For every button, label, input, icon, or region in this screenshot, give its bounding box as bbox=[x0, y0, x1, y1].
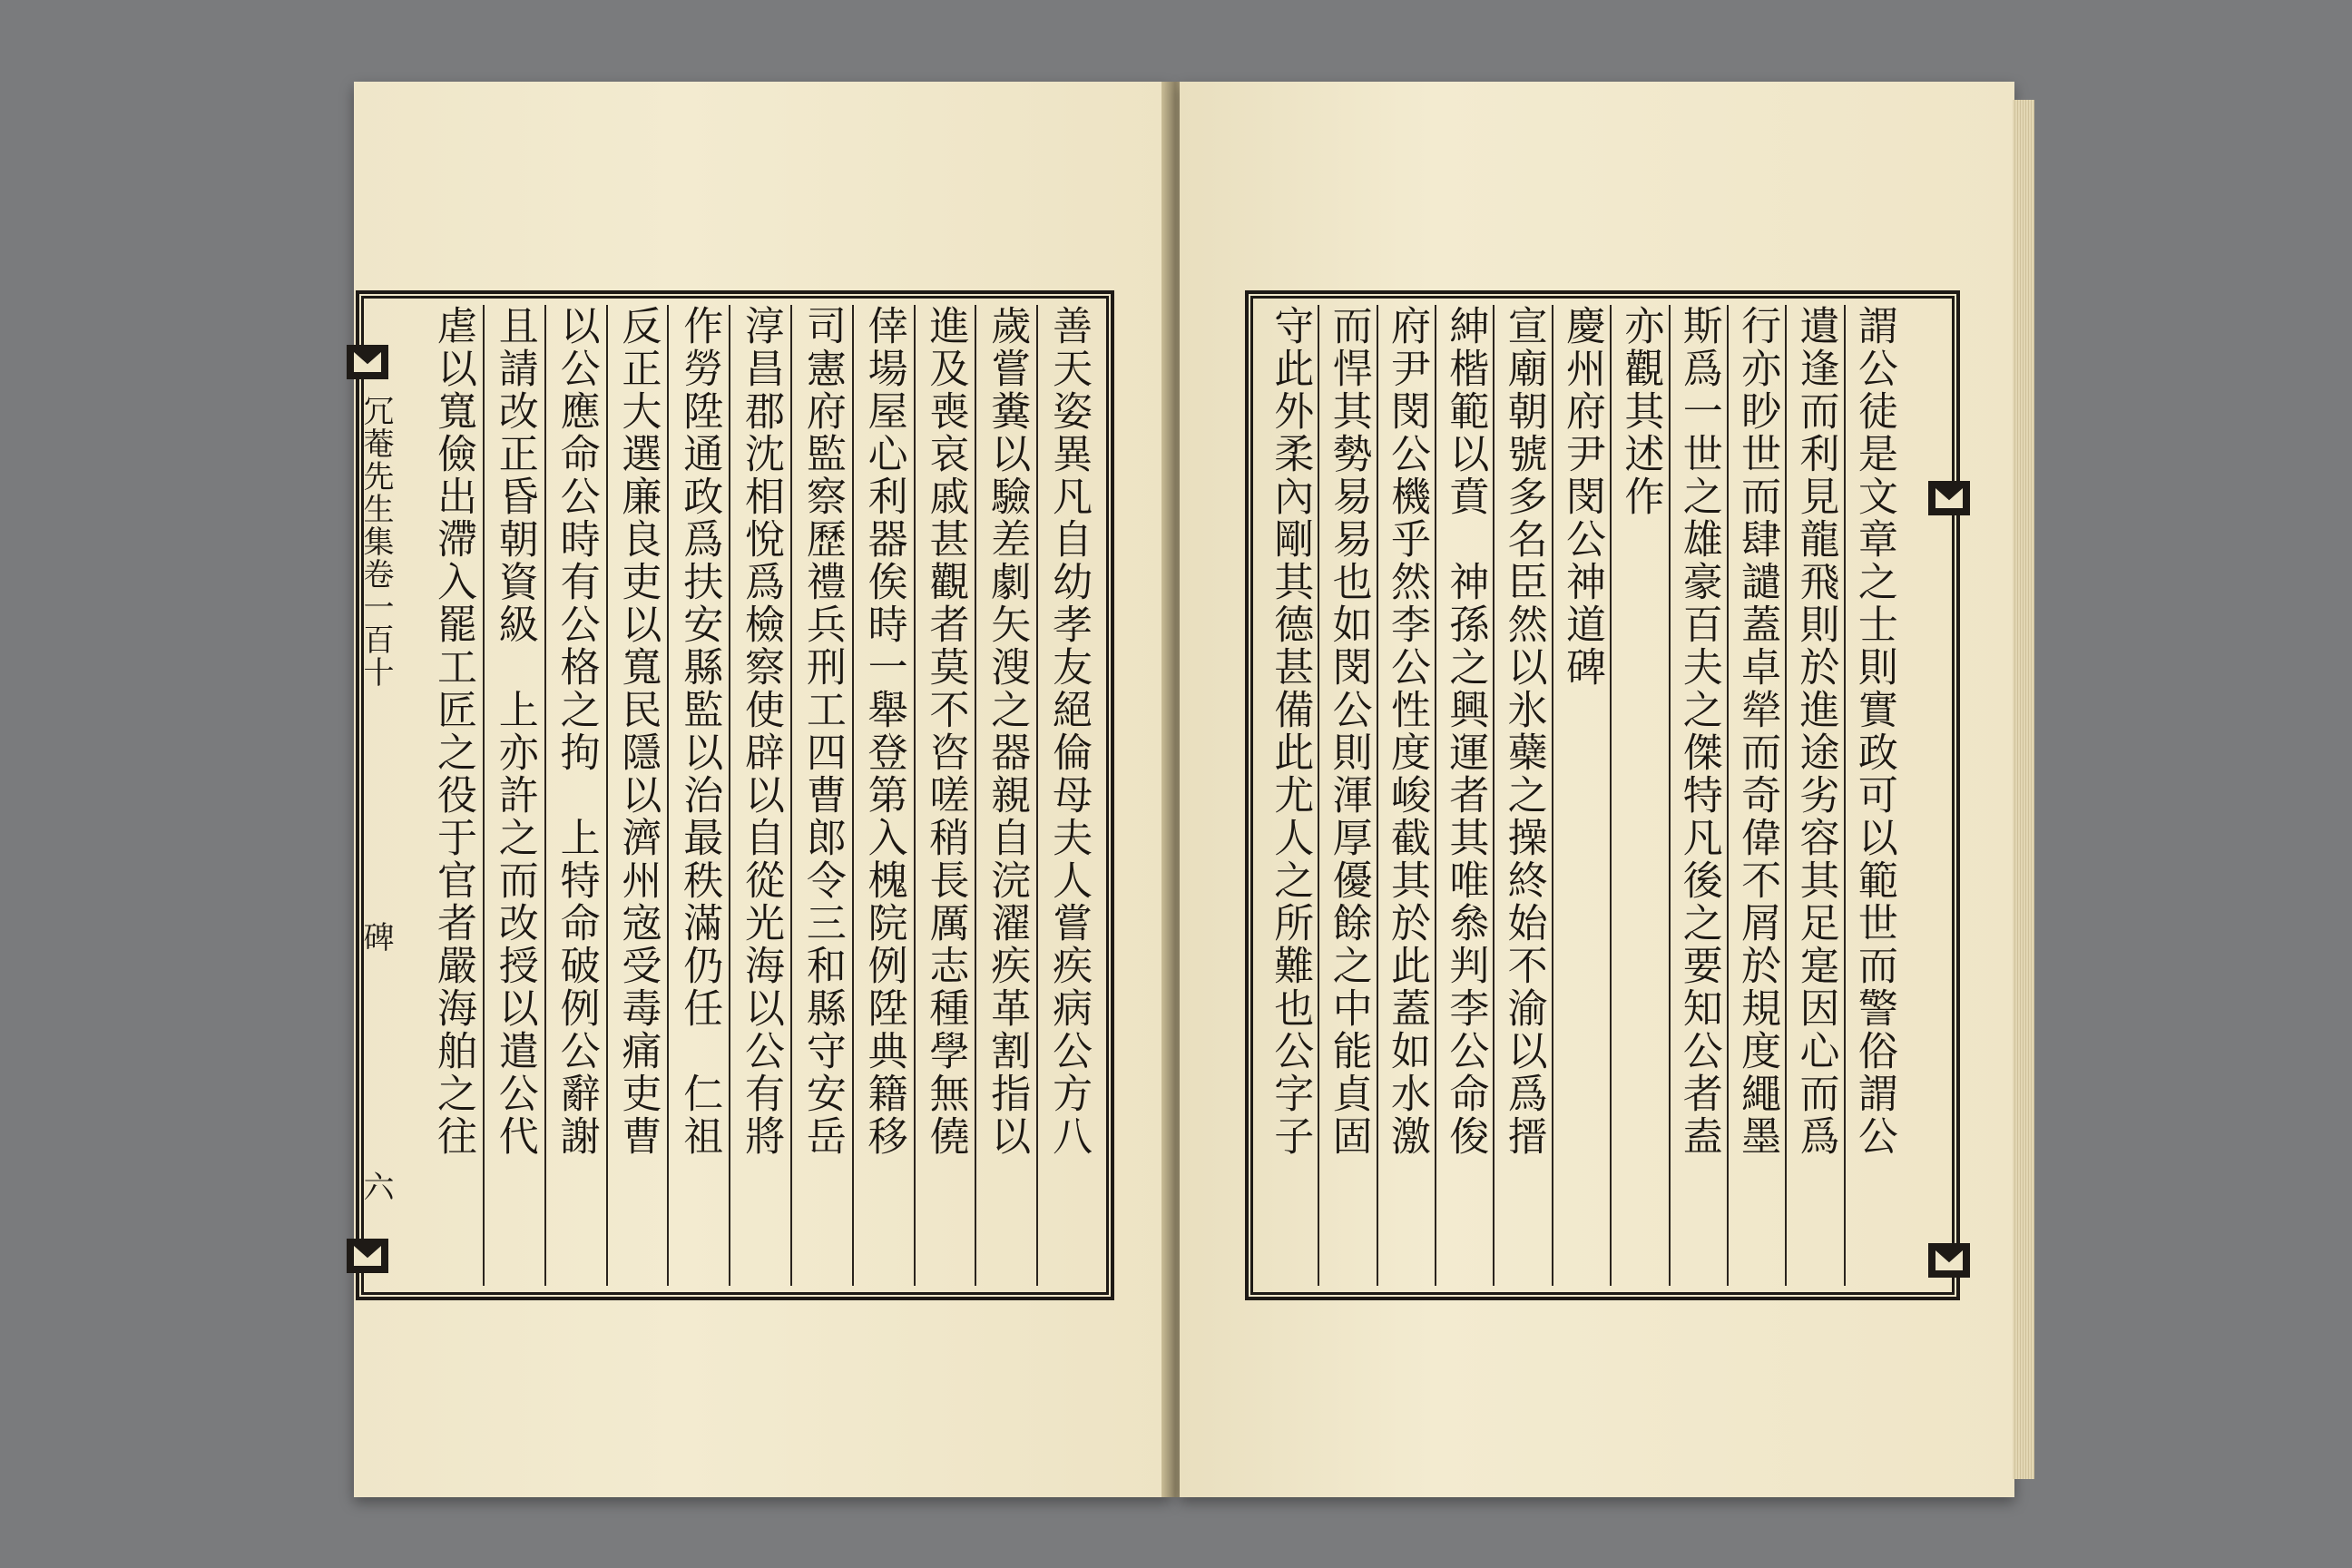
text-column bbox=[1610, 305, 1668, 1286]
column-text: 倖場屋心利器俟時一舉登第入槐院例陞典籍移 bbox=[860, 305, 907, 1158]
page-edges bbox=[2013, 100, 2034, 1479]
text-column bbox=[1377, 305, 1435, 1286]
text-column bbox=[1552, 305, 1610, 1286]
column-text: 斯爲一世之雄豪百夫之傑特凡後之要知公者盍 bbox=[1675, 305, 1722, 1158]
text-column bbox=[1785, 305, 1843, 1286]
text-column bbox=[423, 305, 483, 1286]
text-column bbox=[1669, 305, 1727, 1286]
text-column bbox=[483, 305, 544, 1286]
column-text: 歲嘗糞以驗差劇矢溲之器親自浣濯疾革割指以 bbox=[984, 305, 1031, 1158]
text-column bbox=[1844, 305, 1902, 1286]
open-book bbox=[345, 82, 2014, 1497]
column-text: 而悍其勢易易也如閔公則渾厚優餘之中能貞固 bbox=[1325, 305, 1372, 1158]
text-column bbox=[1435, 305, 1493, 1286]
lower-fishtail-icon bbox=[347, 1239, 388, 1273]
text-column bbox=[1493, 305, 1551, 1286]
column-text: 宣廟朝號多名臣然以氷蘗之操終始不渝以爲搢 bbox=[1500, 305, 1547, 1158]
column-text: 善天姿異凡自幼孝友絕倫母夫人嘗疾病公方八 bbox=[1045, 305, 1093, 1158]
banxin-page-number: 六 bbox=[358, 1171, 394, 1203]
text-column bbox=[975, 305, 1036, 1286]
column-text: 司憲府監察歷禮兵刑工四曹郎令三和縣守安岳 bbox=[799, 305, 846, 1158]
column-text: 謂公徒是文章之士則實政可以範世而警俗謂公 bbox=[1850, 305, 1897, 1158]
left-page-frame bbox=[356, 290, 1114, 1300]
right-lower-fishtail-icon bbox=[1928, 1243, 1970, 1278]
text-column bbox=[1727, 305, 1785, 1286]
column-text: 且請改正昏朝資級 上亦許之而改授以遣公代 bbox=[491, 305, 538, 1158]
banxin-section: 碑 bbox=[358, 921, 394, 954]
text-column bbox=[544, 305, 606, 1286]
right-page bbox=[1180, 82, 2014, 1497]
text-column bbox=[667, 305, 729, 1286]
text-column bbox=[1261, 305, 1318, 1286]
column-text: 以公應命公時有公格之拘 上特命破例公辭謝 bbox=[553, 305, 600, 1158]
column-text: 進及喪哀戚甚觀者莫不咨嗟稍長厲志種學無僥 bbox=[922, 305, 969, 1158]
text-column bbox=[1318, 305, 1376, 1286]
text-column bbox=[914, 305, 975, 1286]
upper-fishtail-icon bbox=[347, 345, 388, 379]
column-text: 反正大選廉良吏以寬民隱以濟州宼受毒痛吏曹 bbox=[614, 305, 662, 1158]
column-text: 慶州府尹閔公神道碑 bbox=[1559, 305, 1606, 689]
column-text: 遺逢而利見龍飛則於進途劣容其足寔因心而爲 bbox=[1792, 305, 1839, 1158]
column-text: 虐以寬儉出滯入罷工匠之役于官者嚴海舶之往 bbox=[429, 305, 476, 1158]
left-page bbox=[354, 82, 1171, 1497]
right-page-frame bbox=[1245, 290, 1960, 1300]
column-text: 亦觀其述作 bbox=[1617, 305, 1664, 518]
text-column bbox=[1036, 305, 1098, 1286]
text-column bbox=[606, 305, 668, 1286]
column-text: 守此外柔內剛其德甚備此尤人之所難也公字子 bbox=[1267, 305, 1314, 1158]
column-text: 紳楷範以賁 神孫之興運者其唯叅判李公命俊 bbox=[1442, 305, 1489, 1158]
text-column bbox=[729, 305, 790, 1286]
column-text: 淳昌郡沈相悅爲檢察使辟以自從光海以公有將 bbox=[738, 305, 785, 1158]
column-text: 作勞陞通政爲扶安縣監以治最秩滿仍任 仁祖 bbox=[676, 305, 723, 1158]
text-column bbox=[852, 305, 914, 1286]
right-text-columns bbox=[1261, 305, 1902, 1286]
left-text-columns bbox=[423, 305, 1098, 1286]
column-text: 行亦眇世而肆譴蓋卓犖而奇偉不屑於規度繩墨 bbox=[1734, 305, 1781, 1158]
right-upper-fishtail-icon bbox=[1928, 481, 1970, 515]
column-text: 府尹閔公機乎然李公性度峻截其於此蓋如水激 bbox=[1383, 305, 1430, 1158]
banxin-title: 冗菴先生集卷一百十 bbox=[358, 395, 394, 689]
text-column bbox=[790, 305, 852, 1286]
